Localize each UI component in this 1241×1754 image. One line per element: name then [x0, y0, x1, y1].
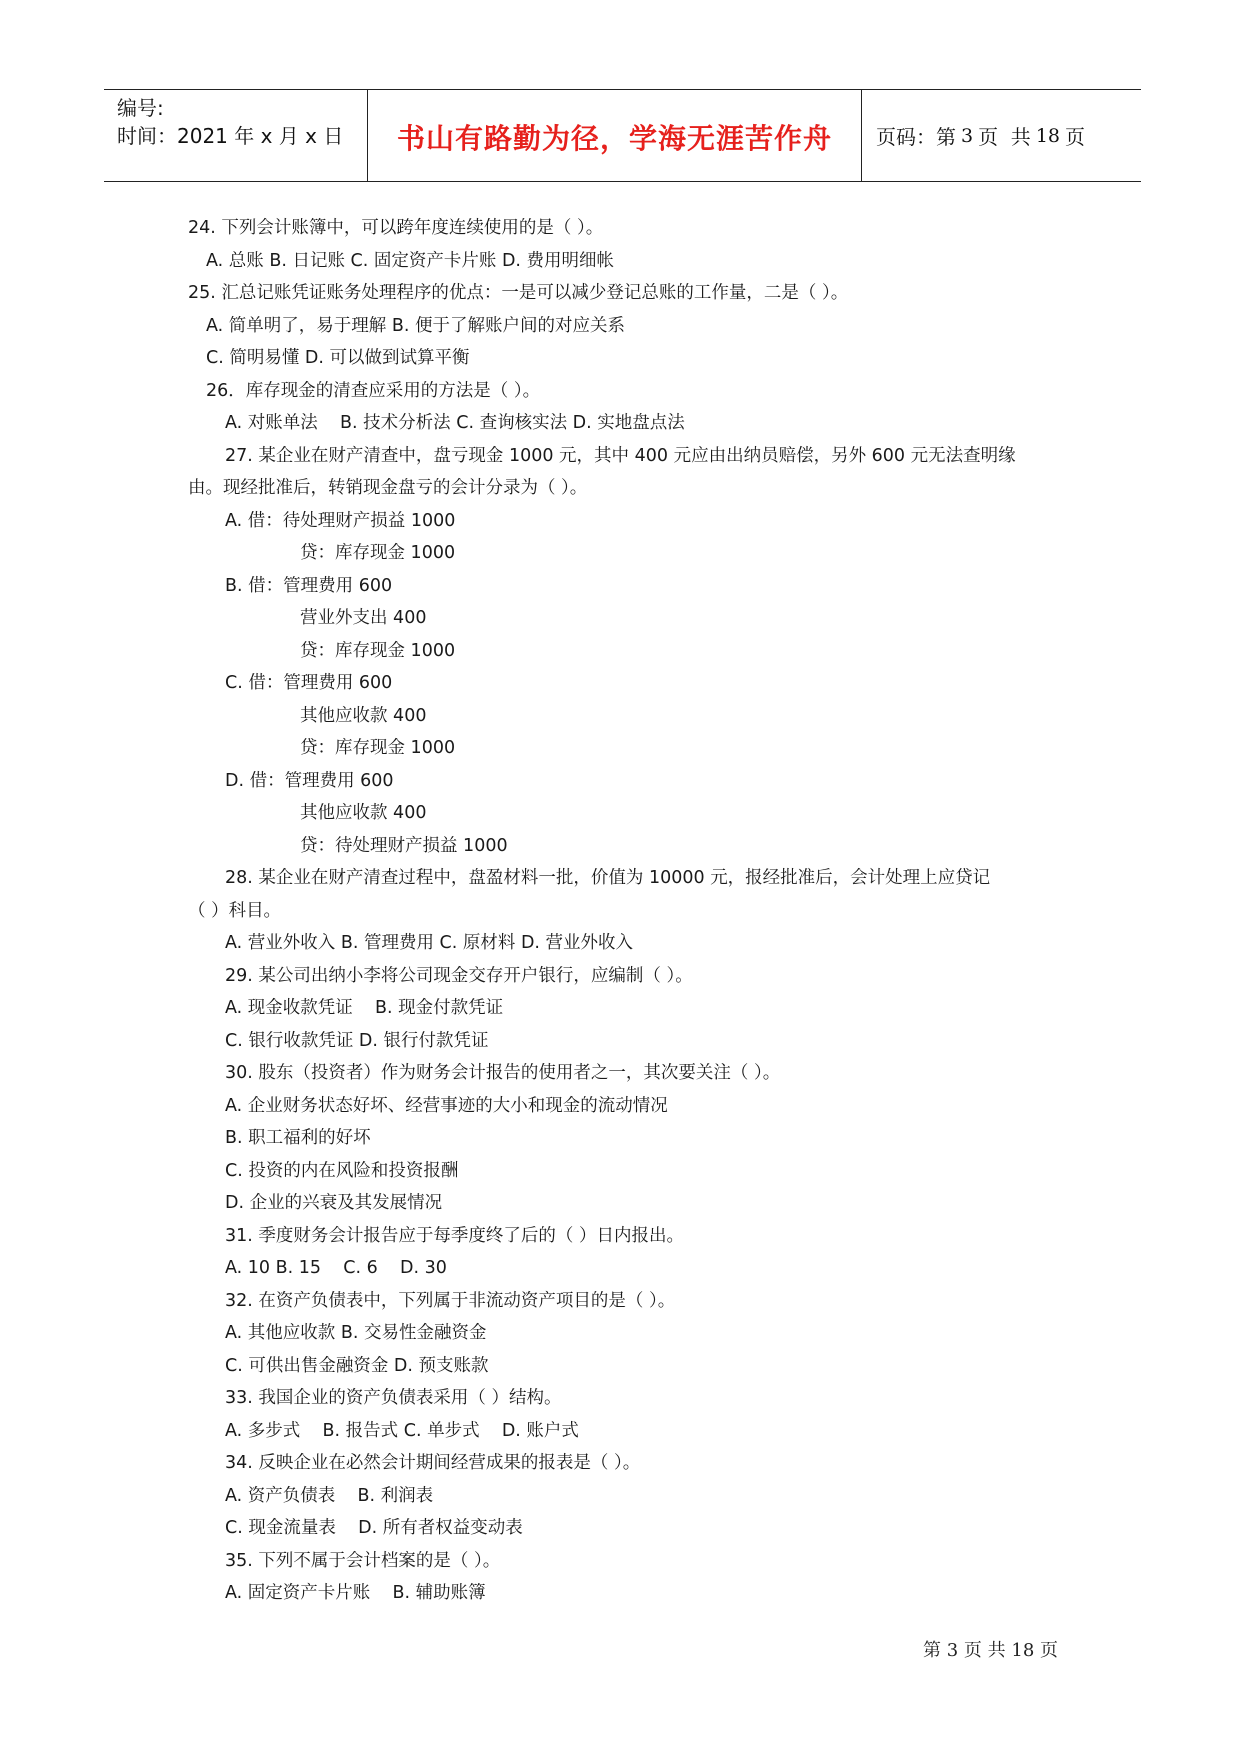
option-line: A. 多步式 B. 报告式 C. 单步式 D. 账户式: [225, 1421, 579, 1441]
option-line: A. 企业财务状态好坏、经营事迹的大小和现金的流动情况: [225, 1096, 668, 1116]
question-line: 27. 某企业在财产清查中，盘亏现金 1000 元，其中 400 元应由出纳员赔偿，另外 600 元无法查明缘: [225, 446, 1016, 466]
question-line: 由。现经批准后，转销现金盘亏的会计分录为（ ）。: [188, 478, 588, 498]
motto: 书山有路勤为径，学海无涯苦作舟: [396, 121, 832, 155]
option-line: A. 其他应收款 B. 交易性金融资金: [225, 1323, 487, 1343]
question-line: 29. 某公司出纳小李将公司现金交存开户银行，应编制（ ）。: [225, 966, 693, 986]
entry-line: 贷：库存现金 1000: [300, 543, 456, 563]
option-line: A. 简单明了，易于理解 B. 便于了解账户间的对应关系: [206, 316, 625, 336]
entry-line: A. 借：待处理财产损益 1000: [225, 511, 456, 531]
entry-line: C. 借：管理费用 600: [225, 673, 393, 693]
option-line: C. 现金流量表 D. 所有者权益变动表: [225, 1518, 523, 1538]
question-line: （ ）科目。: [188, 901, 282, 921]
question-line: 31. 季度财务会计报告应于每季度终了后的（ ）日内报出。: [225, 1226, 684, 1246]
question-line: 28. 某企业在财产清查过程中，盘盈材料一批，价值为 10000 元，报经批准后，会计处理上应贷记: [225, 868, 991, 888]
serial-label: 编号:: [117, 96, 164, 120]
option-line: A. 现金收款凭证 B. 现金付款凭证: [225, 998, 504, 1018]
entry-line: 贷：库存现金 1000: [300, 641, 456, 661]
question-line: 33. 我国企业的资产负债表采用（ ）结构。: [225, 1388, 562, 1408]
page-mid: 页 共: [978, 125, 1031, 149]
option-line: B. 职工福利的好坏: [225, 1128, 371, 1148]
question-line: 24. 下列会计账簿中，可以跨年度连续使用的是（ ）。: [188, 218, 604, 238]
entry-line: 其他应收款 400: [300, 803, 427, 823]
option-line: A. 对账单法 B. 技术分析法 C. 查询核实法 D. 实地盘点法: [225, 413, 685, 433]
option-line: A. 营业外收入 B. 管理费用 C. 原材料 D. 营业外收入: [225, 933, 634, 953]
header-page-cell: [862, 90, 1141, 181]
question-line: 25. 汇总记账凭证账务处理程序的优点：一是可以减少登记总账的工作量，二是（ ）。: [188, 283, 849, 303]
option-line: C. 可供出售金融资金 D. 预支账款: [225, 1356, 489, 1376]
question-line: 34. 反映企业在必然会计期间经营成果的报表是（ ）。: [225, 1453, 641, 1473]
header-motto-cell: [368, 90, 862, 181]
time-label: 时间：2021 年 x 月 x 日: [117, 124, 344, 148]
question-line: 35. 下列不属于会计档案的是（ ）。: [225, 1551, 501, 1571]
entry-line: 贷：库存现金 1000: [300, 738, 456, 758]
option-line: A. 固定资产卡片账 B. 辅助账簿: [225, 1583, 486, 1603]
question-line: 26．库存现金的清查应采用的方法是（ ）。: [206, 381, 541, 401]
entry-line: 贷：待处理财产损益 1000: [300, 836, 508, 856]
question-line: 32. 在资产负债表中，下列属于非流动资产项目的是（ ）。: [225, 1291, 676, 1311]
option-line: C. 银行收款凭证 D. 银行付款凭证: [225, 1031, 489, 1051]
option-line: D. 企业的兴衰及其发展情况: [225, 1193, 443, 1213]
page-total: 18: [1035, 124, 1060, 147]
entry-line: D. 借：管理费用 600: [225, 771, 394, 791]
page-header: [104, 89, 1141, 182]
option-line: C. 投资的内在风险和投资报酬: [225, 1161, 459, 1181]
page-prefix: 页码：第: [876, 125, 956, 149]
page-suffix: 页: [1065, 125, 1085, 149]
option-line: A. 资产负债表 B. 利润表: [225, 1486, 434, 1506]
header-left-cell: [104, 90, 368, 181]
option-line: A. 10 B. 15 C. 6 D. 30: [225, 1258, 447, 1278]
entry-line: B. 借：管理费用 600: [225, 576, 393, 596]
entry-line: 营业外支出 400: [300, 608, 427, 628]
question-line: 30. 股东（投资者）作为财务会计报告的使用者之一，其次要关注（ ）。: [225, 1063, 781, 1083]
entry-line: 其他应收款 400: [300, 706, 427, 726]
option-line: C. 简明易懂 D. 可以做到试算平衡: [206, 348, 470, 368]
page-footer: 第 3 页 共 18 页: [923, 1640, 1058, 1661]
option-line: A. 总账 B. 日记账 C. 固定资产卡片账 D. 费用明细帐: [206, 251, 615, 271]
page-number: 3: [961, 124, 974, 147]
